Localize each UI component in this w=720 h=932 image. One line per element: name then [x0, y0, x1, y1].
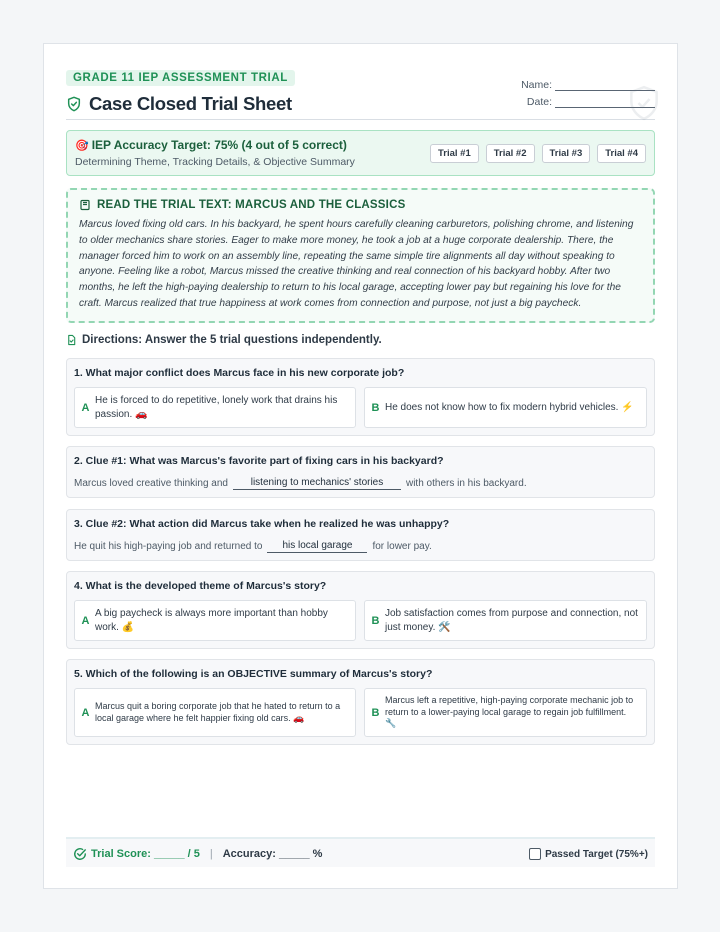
question-2-answer-blank[interactable]: listening to mechanics' stories	[233, 477, 401, 490]
question-3-text: 3. Clue #2: What action did Marcus take when he realized he was unhappy?	[74, 518, 450, 530]
shield-check-icon	[66, 96, 82, 112]
trial-box-2[interactable]: Trial #2	[486, 144, 535, 163]
choice-text: A big paycheck is always more important than hobby work. 💰	[95, 607, 328, 633]
sheet-header	[66, 68, 655, 120]
trial-box-3[interactable]: Trial #3	[542, 144, 591, 163]
fill-after: for lower pay.	[372, 541, 432, 552]
question-2	[66, 446, 655, 498]
fill-before: He quit his high-paying job and returned to	[74, 541, 263, 552]
grade-tag: GRADE 11 IEP ASSESSMENT TRIAL	[66, 70, 295, 86]
question-1-choice-a[interactable]	[74, 387, 356, 428]
question-1-choice-b[interactable]	[364, 387, 647, 428]
choice-letter: A	[81, 401, 90, 414]
reading-passage: Marcus loved fixing old cars. In his backyard, he spent hours carefully cleaning carburetors, polishing chrome, and listening to older mechanics share stories. Eager to make more money, he took a job at a huge corporate dealership. There, the manager forced him to work on an assembly line, repeating the same simple tire alignments all day without speaking to anyone. Feeling like a robot, Marcus missed the creative thinking and real connection of his backyard hobby. After two months, he left the high-paying dealership to return to his local garage, accepting lower pay but regaining his love for the craft. Marcus realized that true happiness at work comes from connection and purpose, not just a big paycheck.	[79, 219, 634, 309]
shield-watermark-icon	[625, 84, 663, 122]
target-title	[75, 138, 347, 152]
passed-target-label: Passed Target (75%+)	[545, 848, 648, 860]
choice-letter: B	[371, 401, 380, 414]
question-4	[66, 571, 655, 649]
choice-letter: B	[371, 706, 380, 719]
question-4-choice-a[interactable]	[74, 600, 356, 641]
question-4-text: 4. What is the developed theme of Marcus's story?	[74, 580, 327, 592]
directions	[66, 334, 382, 346]
choice-text: He is forced to do repetitive, lonely work that drains his passion. 🚗	[95, 394, 338, 420]
score-footer	[66, 837, 655, 867]
choice-text: Marcus left a repetitive, high-paying corporate mechanic job to return to a lower-paying local garage to regain job fulfillment. 🔧	[385, 695, 634, 729]
reading-passage-box	[66, 188, 655, 323]
directions-text: Directions: Answer the 5 trial questions independently.	[82, 334, 382, 346]
check-circle-icon	[73, 847, 87, 861]
name-label: Name:	[521, 79, 552, 91]
choice-text: Marcus quit a boring corporate job that he hated to return to a local garage where he felt happier fixing old cars. 🚗	[95, 701, 341, 723]
date-label: Date:	[526, 96, 552, 108]
question-3	[66, 509, 655, 561]
reading-title	[79, 199, 405, 211]
passed-target[interactable]	[529, 848, 648, 860]
question-4-choice-b[interactable]	[364, 600, 647, 641]
question-3-fill-in	[74, 540, 432, 553]
accuracy-target-box	[66, 130, 655, 176]
choice-text: Job satisfaction comes from purpose and connection, not just money. 🛠️	[385, 607, 638, 633]
page-title: Case Closed Trial Sheet	[89, 93, 292, 114]
question-5	[66, 659, 655, 745]
trial-boxes	[430, 144, 646, 163]
document-check-icon	[66, 334, 77, 346]
trial-sheet	[43, 43, 678, 889]
target-subtitle: Determining Theme, Tracking Details, & Objective Summary	[75, 156, 355, 168]
choice-letter: A	[81, 706, 90, 719]
question-5-choice-b[interactable]	[364, 688, 647, 737]
fill-after: with others in his backyard.	[405, 478, 527, 489]
question-1-text: 1. What major conflict does Marcus face in his new corporate job?	[74, 367, 405, 379]
choice-letter: A	[81, 614, 90, 627]
divider: |	[209, 848, 213, 860]
passed-target-checkbox[interactable]	[529, 848, 541, 860]
choice-letter: B	[371, 614, 380, 627]
accuracy-score[interactable]: Accuracy: _____ %	[222, 848, 323, 860]
question-2-fill-in	[74, 477, 527, 490]
title-row	[66, 93, 292, 115]
book-icon	[79, 199, 91, 211]
question-5-text: 5. Which of the following is an OBJECTIVE summary of Marcus's story?	[74, 668, 433, 680]
question-2-text: 2. Clue #1: What was Marcus's favorite part of fixing cars in his backyard?	[74, 455, 444, 467]
target-title-text: IEP Accuracy Target: 75% (4 out of 5 correct)	[91, 138, 347, 152]
choice-text: He does not know how to fix modern hybrid vehicles. ⚡	[385, 401, 634, 413]
question-3-answer-blank[interactable]: his local garage	[267, 540, 367, 553]
question-1	[66, 358, 655, 436]
reading-title-text: READ THE TRIAL TEXT: MARCUS AND THE CLASSICS	[97, 199, 406, 211]
trial-box-1[interactable]: Trial #1	[430, 144, 479, 163]
trial-box-4[interactable]: Trial #4	[597, 144, 646, 163]
score-area	[73, 847, 322, 861]
trial-score[interactable]: Trial Score: _____ / 5	[91, 848, 200, 860]
question-5-choice-a[interactable]	[74, 688, 356, 737]
target-icon: 🎯	[75, 139, 89, 152]
fill-before: Marcus loved creative thinking and	[74, 478, 228, 489]
